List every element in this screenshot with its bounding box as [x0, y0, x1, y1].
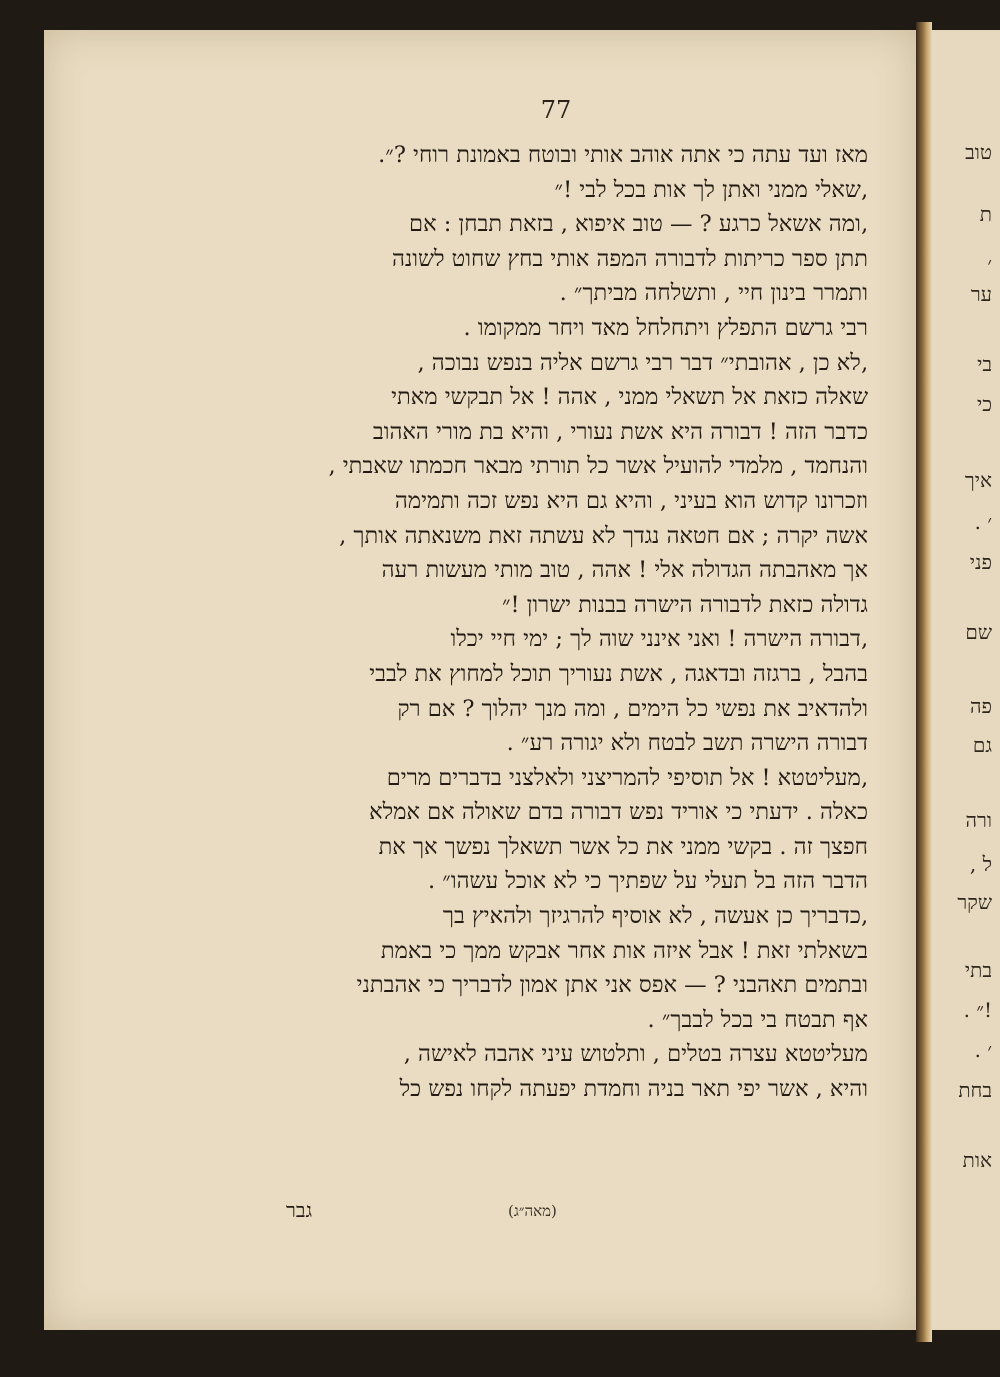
text-line: דבורה הישרה תשב לבטח ולא יגורה רע״ .	[506, 730, 868, 757]
adjacent-page-fragment: שקר	[957, 890, 992, 914]
text-line: כאלה . ידעתי כי אוריד נפש דבורה בדם שאולה אם אמלא	[369, 799, 868, 826]
catchword: גבר	[286, 1198, 313, 1222]
text-line: בשאלתי זאת ! אבל איזה אות אחר אבקש ממך כי באמת	[380, 937, 868, 964]
adjacent-page-fragment: טוב	[965, 140, 992, 164]
adjacent-page-fragment: ׳ .	[974, 1038, 992, 1062]
text-line: כדבר הזה ! דבורה היא אשת נעורי , והיא בת מורי האהוב	[372, 418, 868, 445]
text-line: רבי גרשם התפלץ ויתחלחל מאד ויחר ממקומו .	[463, 314, 868, 341]
text-line: אף תבטח בי בכל לבבך״ .	[647, 1006, 868, 1033]
adjacent-page-fragment: פני	[969, 550, 992, 574]
adjacent-page-fragment: ׳	[987, 252, 992, 276]
text-line: תתן ספר כריתות לדבורה המפה אותי בחץ שחוט לשונה	[392, 245, 868, 272]
adjacent-page-fragment: איך	[964, 468, 992, 492]
text-line: ‚מעליטטא ! אל תוסיפי להמריצני ולאלצני בדברים מרים	[386, 764, 868, 791]
adjacent-page-fragment: ער	[970, 282, 992, 306]
text-line: אשה יקרה ; אם חטאה נגדך לא עשתה זאת משנאתה אותך ,	[339, 522, 868, 549]
adjacent-page-fragment: !״ .	[963, 998, 992, 1022]
text-line: ותמרר בינון חיי , ותשלחה מביתך״ .	[559, 280, 868, 307]
text-line: והיא , אשר יפי תאר בניה וחמדת יפעתה לקחו נפש כל	[399, 1076, 868, 1103]
text-line: ‚לא כן , אהובתי״ דבר רבי גרשם אליה בנפש נבוכה ,	[417, 349, 868, 376]
adjacent-page-fragment: ורה	[965, 808, 992, 832]
adjacent-page-fragment: ׳ .	[974, 510, 992, 534]
text-line: ‚דבורה הישרה ! ואני אינני שוה לך ; ימי חיי יכלו	[450, 626, 868, 653]
text-line: בהבל , ברגזה ובדאגה , אשת נעוריך תוכל למחוץ את לבבי	[369, 660, 868, 687]
text-line: ‚ומה אשאל כרגע ? — טוב איפוא , בזאת תבחן : אם	[409, 211, 868, 238]
adjacent-page-fragment: פה	[970, 694, 992, 718]
adjacent-page-fragment: בתי	[964, 958, 992, 982]
text-line: מאז ועד עתה כי אתה אוהב אותי ובוטח באמונת רוחי ?״.	[378, 142, 868, 168]
text-line: ולהדאיב את נפשי כל הימים , ומה מנך יהלוך ? אם רק	[397, 695, 868, 722]
text-line: גדולה כזאת לדבורה הישרה בבנות ישרון !״	[501, 591, 868, 618]
adjacent-page-edge	[932, 30, 1000, 1330]
adjacent-page-fragment: בחת	[958, 1078, 992, 1102]
text-line: ובתמים תאהבני ? — אפס אני אתן אמון לדבריך כי אהבתני	[356, 972, 868, 999]
adjacent-page-fragment: ל ,	[969, 852, 992, 876]
text-line: שאלה כזאת אל תשאלי ממני , אהה ! אל תבקשי מאתי	[391, 384, 868, 411]
adjacent-page-fragment: אות	[962, 1148, 992, 1172]
text-line: וזכרונו קדוש הוא בעיני , והיא גם היא נפש זכה ותמימה	[394, 487, 868, 514]
text-line: ‚שאלי ממני ואתן לך אות בכל לבי !״	[554, 176, 868, 203]
adjacent-page-fragment: בי	[977, 352, 992, 376]
text-line: ‚כדבריך כן אעשה , לא אוסיף להרגיזך ולהאיץ בך	[442, 903, 868, 930]
text-line: והנחמד , מלמדי להועיל אשר כל תורתי מבאר חכמתו שאבתי ,	[328, 453, 868, 480]
book-gutter	[916, 22, 932, 1342]
adjacent-page-fragment: שם	[965, 620, 992, 644]
text-line: הדבר הזה בל תעלי על שפתיך כי לא אוכל עשהו״ .	[427, 868, 868, 895]
text-line: אך מאהבתה הגדולה אלי ! אהה , טוב מותי מעשות רעה	[381, 557, 868, 584]
printer-signature: (מאה״ג)	[508, 1202, 557, 1220]
body-text	[226, 138, 868, 1107]
page-number: 77	[540, 96, 572, 124]
text-line: חפצך זה . בקשי ממני את כל אשר תשאלך נפשך אך את	[378, 833, 868, 860]
adjacent-page-fragment: כי	[976, 392, 992, 416]
adjacent-page-fragment: ת	[979, 202, 992, 226]
adjacent-page-fragment: גם	[972, 733, 992, 757]
page-footer	[226, 1198, 868, 1228]
text-line: מעליטטא עצרה בטלים , ותלטוש עיני אהבה לאישה ,	[403, 1041, 868, 1068]
